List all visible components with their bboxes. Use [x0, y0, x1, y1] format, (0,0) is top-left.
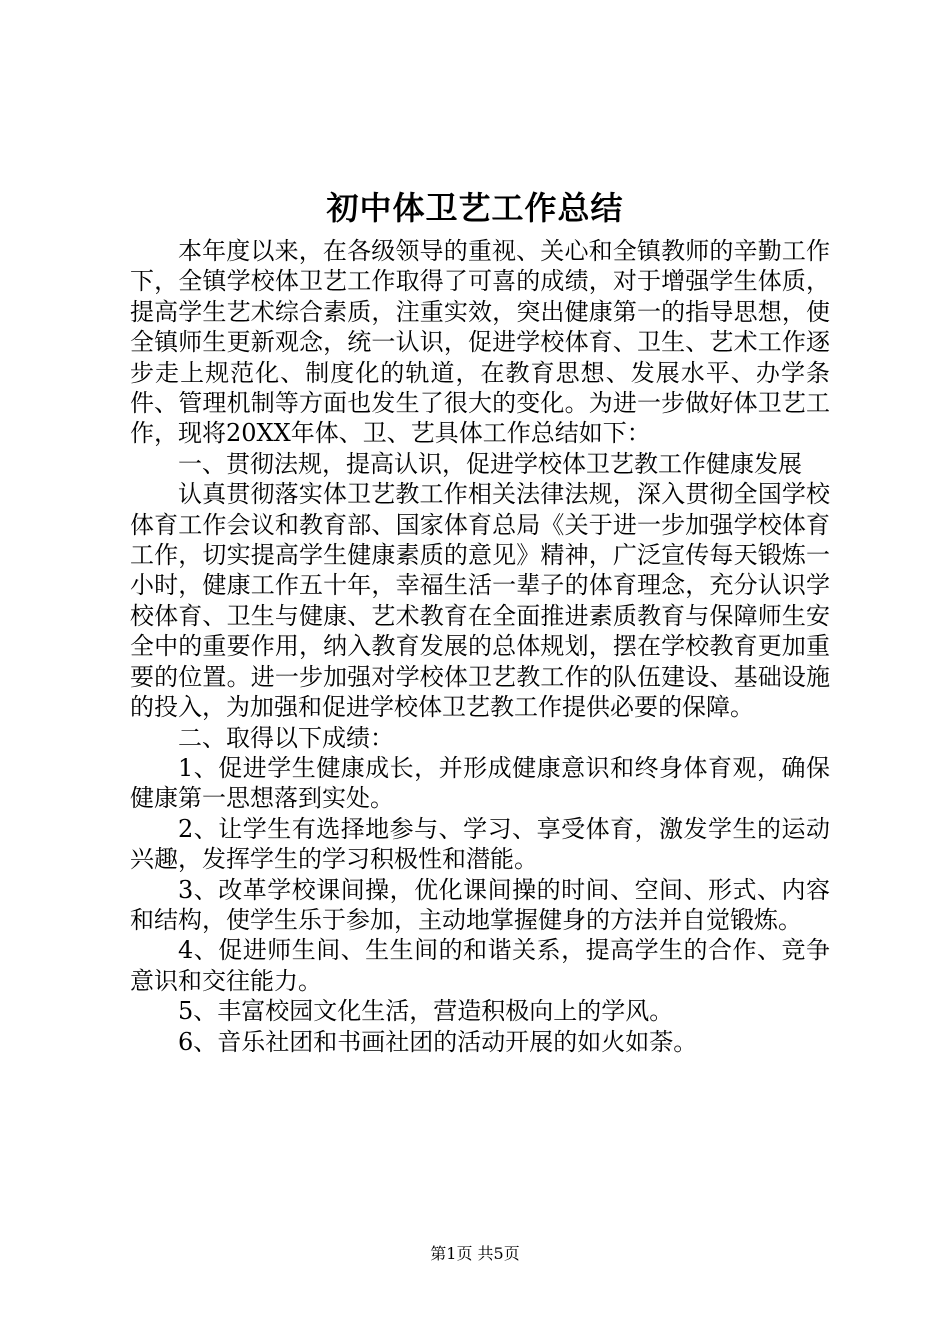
document-title: 初中体卫艺工作总结 [326, 189, 624, 227]
paragraph-section-1: 认真贯彻落实体卫艺教工作相关法律法规，深入贯彻全国学校体育工作会议和教育部、国家体育总局《关于进一步加强学校体育工作，切实提高学生健康素质的意见》精神，广泛宣传每天锻炼一小时，健康工作五十年，幸福生活一辈子的体育理念，充分认识学校体育、卫生与健康、艺术教育在全面推进素质教育与保障师生安全中的重要作用，纳入教育发展的总体规划，摆在学校教育更加重要的位置。进一步加强对学校体卫艺教工作的队伍建设、基础设施的投入，为加强和促进学校体卫艺教工作提供必要的保障。 [130, 480, 830, 722]
achievement-item-5: 5、丰富校园文化生活，营造积极向上的学风。 [178, 997, 674, 1026]
section-heading-1: 一、贯彻法规，提高认识，促进学校体卫艺教工作健康发展 [178, 449, 802, 478]
paragraph-intro: 本年度以来，在各级领导的重视、关心和全镇教师的辛勤工作下，全镇学校体卫艺工作取得了可喜的成绩，对于增强学生体质，提高学生艺术综合素质，注重实效，突出健康第一的指导思想，使全镇师生更新观念，统一认识，促进学校体育、卫生、艺术工作逐步走上规范化、制度化的轨道，在教育思想、发展水平、办学条件、管理机制等方面也发生了很大的变化。为进一步做好体卫艺工作，现将20XX年体、卫、艺具体工作总结如下： [130, 237, 830, 448]
document-body [130, 236, 830, 1057]
achievement-item-6: 6、音乐社团和书画社团的活动开展的如火如荼。 [178, 1027, 698, 1056]
page-indicator: 第1页 共5页 [430, 1244, 520, 1263]
achievement-item-4: 4、促进师生间、生生间的和谐关系，提高学生的合作、竞争意识和交往能力。 [130, 936, 830, 995]
achievement-item-1: 1、促进学生健康成长，并形成健康意识和终身体育观，确保健康第一思想落到实处。 [130, 753, 830, 813]
achievement-item-3: 3、改革学校课间操，优化课间操的时间、空间、形式、内容和结构，使学生乐于参加，主动地掌握健身的方法并自觉锻炼。 [130, 875, 830, 934]
section-heading-2: 二、取得以下成绩： [178, 723, 394, 752]
achievement-item-2: 2、让学生有选择地参与、学习、享受体育，激发学生的运动兴趣，发挥学生的学习积极性和潜能。 [130, 814, 830, 874]
